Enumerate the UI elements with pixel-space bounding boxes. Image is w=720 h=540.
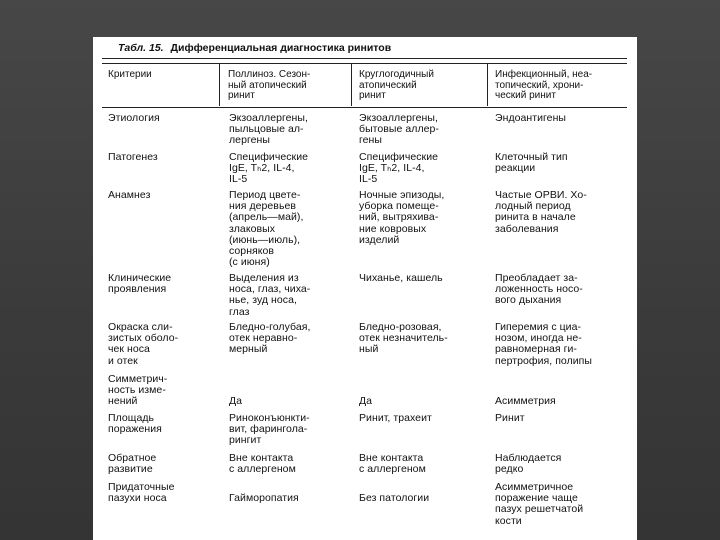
row-clinical-pollinosis: Выделения из носа, глаз, чиха- нье, зуд носа, глаз: [229, 272, 311, 318]
row-anamnesis-perennial: Ночные эпизоды, уборка помеще- ний, вытряхива- ние ковровых изделий: [359, 189, 445, 246]
row-etiology-criterion: Этиология: [108, 112, 160, 124]
row-clinical-infectious: Преобладает за- ложенность носо- вого дыхания: [495, 272, 583, 307]
row-etiology-perennial: Экзоаллергены, бытовые аллер- гены: [359, 112, 439, 147]
row-sinuses-infectious: Асимметричное поражение чаще пазух решетчатой кости: [495, 481, 584, 527]
row-pathogenesis-infectious: Клеточный тип реакции: [495, 151, 568, 175]
top-rule-inner: [102, 63, 627, 64]
row-pathogenesis-perennial: Специфические IgE, Tₕ2, IL-4, IL-5: [359, 151, 438, 186]
row-etiology-infectious: Эндоантигены: [495, 112, 567, 124]
table-label: Табл. 15.: [118, 42, 164, 54]
row-symmetry-criterion: Симметрич- ность изме- нений: [108, 373, 168, 408]
header-perennial: Круглогодичный атопический ринит: [359, 69, 434, 102]
row-symmetry-perennial: Да: [359, 395, 373, 407]
scanned-table-page: [93, 37, 637, 540]
row-pathogenesis-pollinosis: Специфические IgE, Tₕ2, IL-4, IL-5: [229, 151, 308, 186]
header-infectious: Инфекционный, неа- топический, хрони- ческий ринит: [495, 69, 593, 102]
row-sinuses-criterion: Придаточные пазухи носа: [108, 481, 175, 505]
row-regression-pollinosis: Вне контакта с аллергеном: [229, 452, 296, 476]
row-anamnesis-infectious: Частые ОРВИ. Хо- лодный период ринита в начале заболевания: [495, 189, 587, 235]
row-mucosa-criterion: Окраска сли- зистых оболо- чек носа и отек: [108, 321, 179, 367]
header-criteria: Критерии: [108, 69, 152, 80]
row-regression-infectious: Наблюдается редко: [495, 452, 562, 476]
row-area-perennial: Ринит, трахеит: [359, 412, 432, 424]
header-pollinosis: Поллиноз. Сезон- ный атопический ринит: [228, 69, 311, 102]
row-sinuses-pollinosis: Гайморопатия: [229, 492, 299, 504]
row-anamnesis-criterion: Анамнез: [108, 189, 151, 201]
header-divider-2: [351, 64, 352, 106]
row-mucosa-perennial: Бледно-розовая, отек незначитель- ный: [359, 321, 448, 356]
row-symmetry-pollinosis: Да: [229, 395, 243, 407]
row-area-pollinosis: Риноконъюнкти- вит, фаринголa- рингит: [229, 412, 310, 447]
row-etiology-pollinosis: Экзоаллергены, пыльцовые ал- лергены: [229, 112, 308, 147]
row-area-infectious: Ринит: [495, 412, 525, 424]
row-area-criterion: Площадь поражения: [108, 412, 162, 436]
header-divider-1: [219, 64, 220, 106]
row-symmetry-infectious: Асимметрия: [495, 395, 556, 407]
table-title: Дифференциальная диагностика ринитов: [170, 42, 392, 54]
header-bottom-rule: [102, 107, 627, 108]
top-rule: [102, 58, 627, 59]
row-clinical-perennial: Чиханье, кашель: [359, 272, 443, 284]
row-regression-perennial: Вне контакта с аллергеном: [359, 452, 426, 476]
row-mucosa-pollinosis: Бледно-голубая, отек неравно- мерный: [229, 321, 311, 356]
row-clinical-criterion: Клинические проявления: [108, 272, 172, 296]
header-divider-3: [487, 64, 488, 106]
table-caption: [118, 42, 391, 54]
row-regression-criterion: Обратное развитие: [108, 452, 157, 476]
row-pathogenesis-criterion: Патогенез: [108, 151, 158, 163]
row-anamnesis-pollinosis: Период цвете- ния деревьев (апрель—май), злаковых (июнь—июль), сорняков (с июня): [229, 189, 304, 269]
row-mucosa-infectious: Гиперемия с циа- нозом, иногда не- равномерная ги- пертрофия, полипы: [495, 321, 593, 367]
row-sinuses-perennial: Без патологии: [359, 492, 430, 504]
